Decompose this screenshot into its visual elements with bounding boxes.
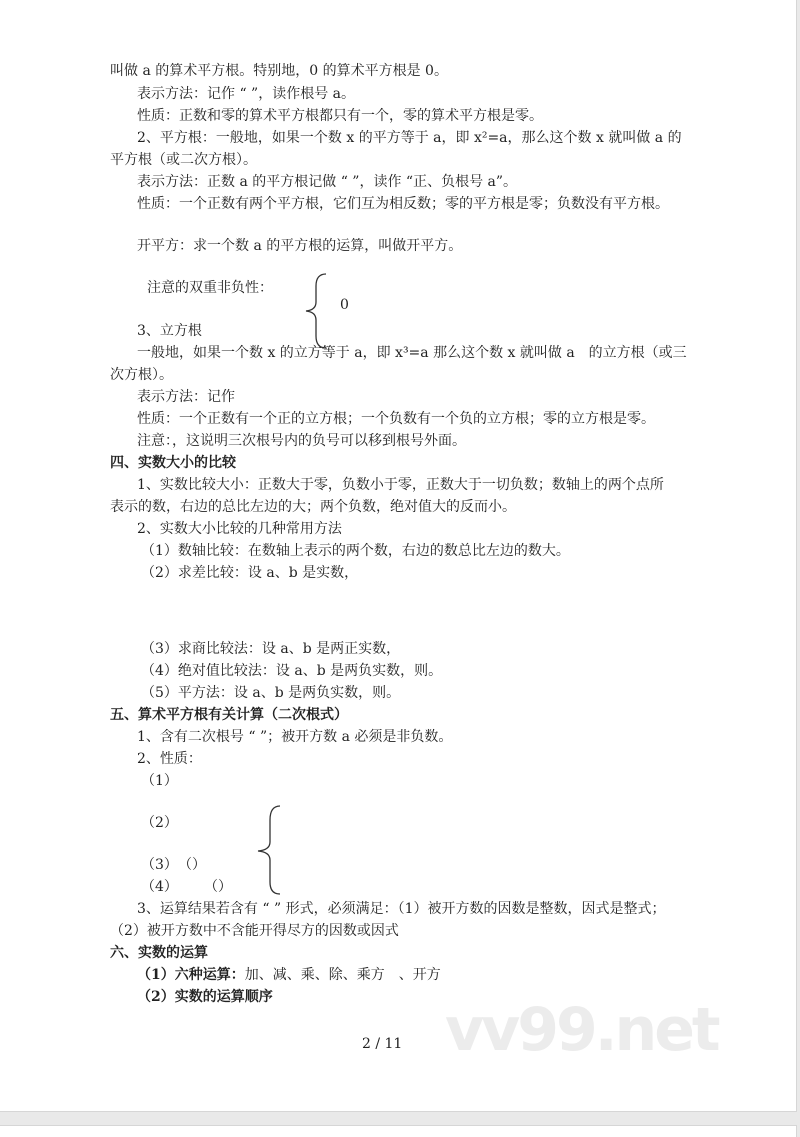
text-line: （2）实数的运算顺序 bbox=[137, 989, 273, 1005]
text-line: 叫做 a 的算术平方根。特别地，0 的算术平方根是 0。 bbox=[110, 63, 448, 79]
text-line: 表示方法：正数 a 的平方根记做 “ ”，读作 “正、负根号 a”。 bbox=[137, 174, 518, 190]
text-line: 性质：一个正数有两个平方根，它们互为相反数；零的平方根是零；负数没有平方根。 bbox=[137, 196, 669, 212]
text-span: 加、减、乘、除、乘方 、开方 bbox=[244, 967, 441, 983]
text-line: （4）绝对值比较法：设 a、b 是两负实数，则。 bbox=[141, 663, 443, 679]
section-heading: 四、实数大小的比较 bbox=[110, 455, 236, 471]
watermark: vv99.net bbox=[445, 995, 718, 1065]
text-line bbox=[137, 965, 441, 985]
text-line: 一般地，如果一个数 x 的立方等于 a，即 x³=a 那么这个数 x 就叫做 a 的立方根（或三 bbox=[137, 345, 687, 361]
text-line: （） bbox=[178, 857, 206, 873]
text-line: 平方根（或二次方根）。 bbox=[110, 152, 257, 168]
brace-icon bbox=[300, 272, 330, 350]
text-line: 次方根）。 bbox=[110, 367, 173, 383]
text-line: （） bbox=[204, 879, 232, 895]
text-line: （3）求商比较法：设 a、b 是两正实数， bbox=[141, 641, 401, 657]
text-line: 注意：，这说明三次根号内的负号可以移到根号外面。 bbox=[137, 433, 466, 449]
text-line: （1） bbox=[141, 773, 178, 789]
next-page-edge bbox=[0, 1125, 797, 1137]
text-line: 1、含有二次根号 “ ”；被开方数 a 必须是非负数。 bbox=[137, 729, 453, 745]
text-line: 性质：正数和零的算术平方根都只有一个，零的算术平方根是零。 bbox=[137, 108, 543, 124]
text-line: 3、立方根 bbox=[137, 323, 202, 339]
brace-icon bbox=[252, 804, 282, 896]
text-line: 性质：一个正数有一个正的立方根；一个负数有一个负的立方根；零的立方根是零。 bbox=[137, 411, 655, 427]
section-heading: 五、算术平方根有关计算（二次根式） bbox=[110, 707, 348, 723]
text-line: 2、平方根：一般地，如果一个数 x 的平方等于 a，即 x²=a，那么这个数 x 就叫做 a 的 bbox=[137, 130, 682, 146]
text-line: （1）数轴比较：在数轴上表示的两个数，右边的数总比左边的数大。 bbox=[141, 543, 570, 559]
text-line: 表示方法：记作 bbox=[137, 389, 235, 405]
text-line: （2） bbox=[141, 815, 178, 831]
text-line: （5）平方法：设 a、b 是两负实数，则。 bbox=[141, 685, 401, 701]
text-line: 2、性质： bbox=[137, 751, 202, 767]
section-heading: 六、实数的运算 bbox=[110, 945, 208, 961]
text-line: （3） bbox=[141, 857, 178, 873]
text-line: 表示的数，右边的总比左边的大；两个负数，绝对值大的反而小。 bbox=[110, 499, 516, 515]
text-line: 开平方：求一个数 a 的平方根的运算，叫做开平方。 bbox=[137, 238, 463, 254]
page-number: 2 / 11 bbox=[362, 1036, 403, 1052]
text-line: （4） bbox=[141, 879, 178, 895]
text-line: （2）被开方数中不含能开得尽方的因数或因式 bbox=[110, 923, 399, 939]
bold-label: （1）六种运算： bbox=[137, 967, 245, 983]
text-line: 表示方法：记作 “ ”，读作根号 a。 bbox=[137, 86, 356, 102]
text-line: 1、实数比较大小：正数大于零，负数小于零，正数大于一切负数；数轴上的两个点所 bbox=[137, 477, 664, 493]
text-line: 3、运算结果若含有 “ ” 形式，必须满足：（1）被开方数的因数是整数，因式是整式； bbox=[137, 901, 666, 917]
text-line: 注意的双重非负性： bbox=[147, 280, 273, 296]
text-line: 0 bbox=[340, 297, 349, 313]
text-line: （2）求差比较：设 a、b 是实数， bbox=[141, 565, 359, 581]
text-line: 2、实数大小比较的几种常用方法 bbox=[137, 521, 342, 537]
